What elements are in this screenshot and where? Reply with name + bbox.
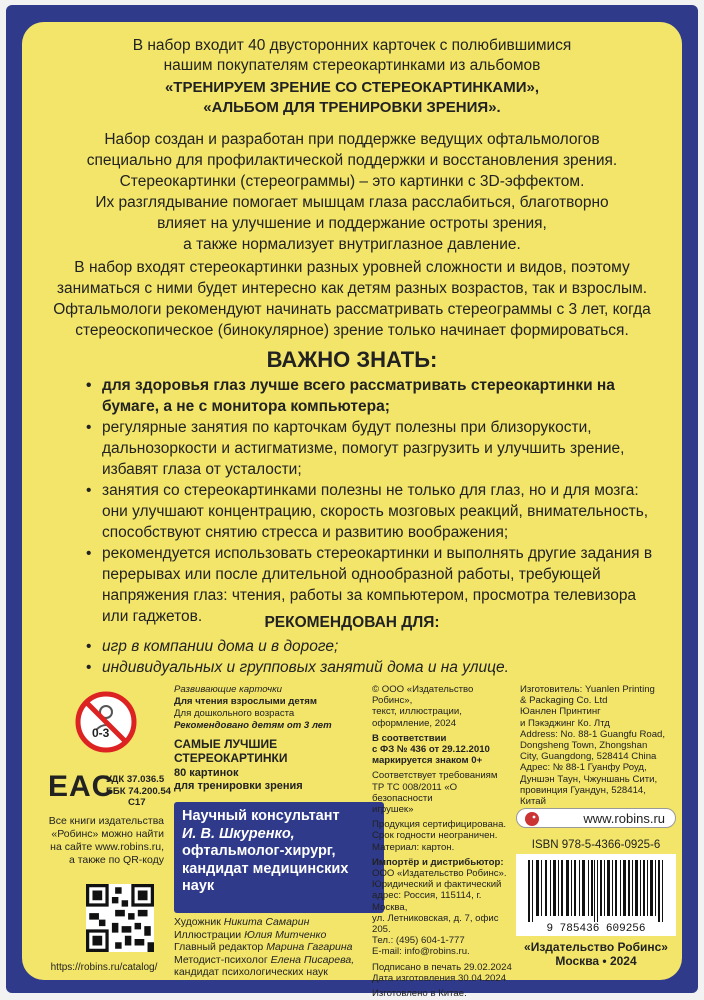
product-subtitle-2: для тренировки зрения	[174, 780, 303, 792]
description-line: Набор создан и разработан при поддержке ведущих офтальмологов	[104, 131, 600, 148]
description-line: Стереокартинки (стереограммы) – это картинки с 3D-эффектом.	[119, 173, 585, 190]
product-title-1: САМЫЕ ЛУЧШИЕ	[174, 737, 278, 751]
list-item: • рекомендуется использовать стереокартинки и выполнять другие задания в перерывах или после длительной однообразной работы, требующей напряжения глаз: чтения, работы за компьютером, просмотра телевизора или гаджетов.	[84, 543, 664, 627]
barcode-icon	[516, 854, 676, 936]
description-line: Офтальмологи рекомендуют начинать рассматривать стереограммы с 3 лет, когда	[53, 301, 651, 318]
recommended-list	[84, 636, 664, 678]
manufacturer-info: Изготовитель: Yuanlen Printing & Packaging Co. Ltd Юанлен Принтинг и Пэкэджинг Ко. Лтд Address: No. 88-1 Guangfu Road, Dongsheng Town, Zhongshan City, Guangdong, 528414 China Адрес: № 88-1 Гуанфу Роуд, Дуншэн Таун, Чжуншань Сити, провинция Гуандун, 528414, Китай	[520, 684, 666, 808]
qr-code-icon[interactable]	[86, 884, 154, 952]
product-reading: Для чтения взрослыми детям	[174, 696, 317, 707]
album-title-1: «ТРЕНИРУЕМ ЗРЕНИЕ СО СТЕРЕОКАРТИНКАМИ»,	[164, 79, 540, 96]
product-type: Развивающие карточки	[174, 684, 282, 695]
consultant-box: Научный консультант И. В. Шкуренко, офтальмолог-хирург, кандидат медицинских наук	[174, 802, 384, 913]
robin-bird-icon	[523, 810, 541, 828]
intro-line-1: В набор входит 40 двусторонних карточек с полюбившимися	[132, 37, 572, 54]
product-age-group: Для дошкольного возраста	[174, 708, 295, 719]
list-item: • регулярные занятия по карточкам будут полезны при близорукости, дальнозоркости и астигматизме, помогут разгрузить и улучшить зрение, избавят глаза от усталости;	[84, 417, 664, 480]
description-line: Их разглядывание помогает мышцам глаза расслабиться, благотворно	[95, 194, 609, 211]
eac-mark: EAC	[48, 770, 115, 803]
all-books-note: Все книги издательства «Робинс» можно найти на сайте www.robins.ru, а также по QR-коду	[48, 815, 164, 866]
important-list	[84, 375, 664, 627]
isbn: ISBN 978-5-4366-0925-6	[531, 839, 661, 851]
description-line: специально для профилактической поддержки и восстановления зрения.	[86, 152, 618, 169]
barcode-digits: 9 785436 609256	[546, 923, 646, 935]
age-sign-label: 0-3	[92, 726, 110, 740]
intro-line-2: нашим покупателям стереокартинками из альбомов	[163, 57, 541, 74]
credits: Художник Никита Самарин Иллюстрации Юлия Митченко Главный редактор Марина Гагарина Методист-психолог Елена Писарева, кандидат психологических наук	[174, 916, 355, 978]
catalog-url[interactable]: https://robins.ru/catalog/	[50, 962, 158, 973]
product-title-2: СТЕРЕОКАРТИНКИ	[174, 751, 288, 765]
description-line: заниматься с ними будет интересно как детям разных возрастов, так и взрослым.	[56, 280, 648, 297]
recommended-heading: РЕКОМЕНДОВАН ДЛЯ:	[264, 614, 440, 631]
description-line: а также нормализует внутриглазное давление.	[183, 236, 521, 253]
list-item: • занятия со стереокартинками полезны не только для глаз, но и для мозга: они улучшают концентрацию, скорость мозговых реакций, внимательность, способствуют снятию стресса и развитию воображения;	[84, 480, 664, 543]
description-line: стереоскопическое (бинокулярное) зрение только начинает формироваться.	[75, 322, 629, 339]
list-item: • игр в компании дома и в дороге;	[84, 636, 664, 657]
list-item: • для здоровья глаз лучше всего рассматривать стереокартинки на бумаге, а не с монитора компьютера;	[84, 375, 664, 417]
yellow-panel	[22, 22, 682, 1000]
important-heading: ВАЖНО ЗНАТЬ:	[266, 347, 438, 372]
age-restriction-icon	[74, 690, 138, 754]
product-age-rec: Рекомендовано детям от 3 лет	[174, 720, 332, 731]
description-line: влияет на улучшение и поддержание остроты зрения,	[157, 215, 547, 232]
city-year: Москва • 2024	[555, 954, 637, 968]
classification-codes: УДК 37.036.5 ББК 74.200.54 С17	[106, 774, 171, 808]
album-title-2: «АЛЬБОМ ДЛЯ ТРЕНИРОВКИ ЗРЕНИЯ».	[203, 99, 501, 116]
list-item: • индивидуальных и групповых занятий дома и на улице.	[84, 657, 664, 678]
publisher-name: «Издательство Робинс»	[524, 940, 668, 954]
product-subtitle-1: 80 картинок	[174, 767, 239, 779]
description-line: В набор входят стереокартинки разных уровней сложности и видов, поэтому	[74, 259, 630, 276]
website-link[interactable]: www.robins.ru	[516, 808, 676, 828]
legal-info: © ООО «Издательство Робинс», текст, иллюстрации, оформление, 2024 В соответствии с ФЗ № 436 от 29.12.2010 маркируется знаком 0+ Соответствует требованиям ТР ТС 008/2011 «О безопасности игрушек» Продукция сертифицирована. Срок годности неограничен. Материал: картон. Импортёр и дистрибьютор: ООО «Издательство Робинс». Юридический и фактический адрес: Россия, 115114, г. Москва, ул. Летниковская, д. 7, офис 205. Тел.: (495) 604-1-777 E-mail: info@robins.ru. Подписано в печать 29.02.2024 Дата изготовления 30.04.2024 Изготовлено в Китае.	[372, 684, 512, 1000]
